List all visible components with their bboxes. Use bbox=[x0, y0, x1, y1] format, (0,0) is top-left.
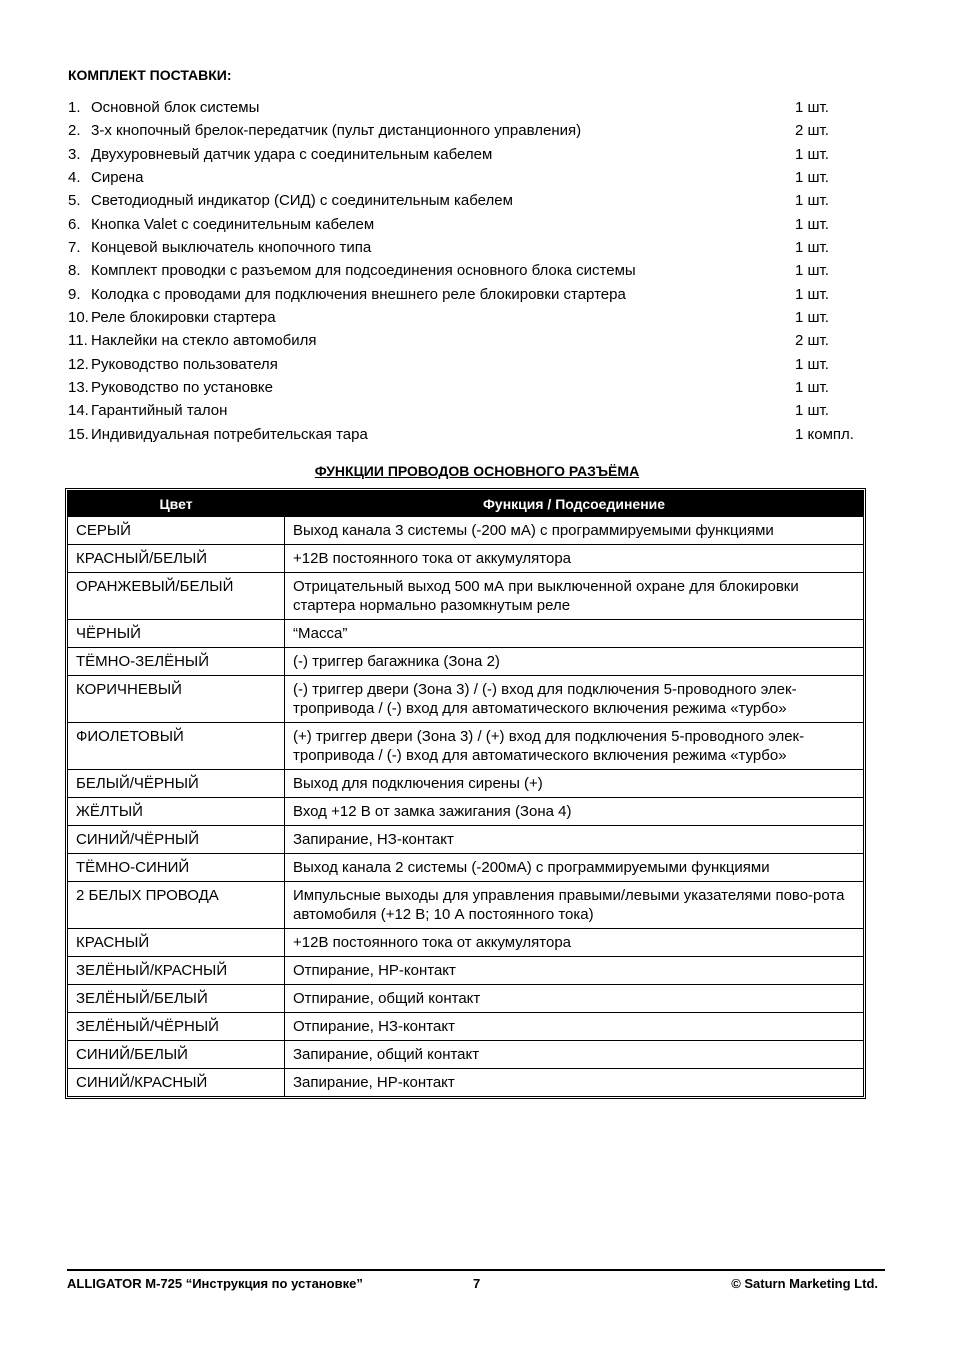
list-item-text: Двухуровневый датчик удара с соединительным кабелем bbox=[91, 145, 493, 163]
footer-copyright: © Saturn Marketing Ltd. bbox=[731, 1276, 878, 1291]
wire-function-cell: Запирание, НР-контакт bbox=[285, 1069, 864, 1097]
list-item-quantity: 1 шт. bbox=[795, 192, 829, 210]
column-header-color: Цвет bbox=[68, 491, 285, 517]
list-item-number: 2. bbox=[68, 122, 81, 140]
wire-color-cell: СЕРЫЙ bbox=[68, 517, 285, 545]
list-item-number: 7. bbox=[68, 239, 81, 257]
list-item-number: 11. bbox=[68, 332, 88, 350]
list-item-number: 9. bbox=[68, 285, 81, 303]
wire-color-cell: ТЁМНО-ЗЕЛЁНЫЙ bbox=[68, 648, 285, 676]
kit-section-title: КОМПЛЕКТ ПОСТАВКИ: bbox=[68, 67, 232, 83]
wire-color-cell: КРАСНЫЙ/БЕЛЫЙ bbox=[68, 545, 285, 573]
list-item bbox=[68, 213, 868, 236]
table-row bbox=[68, 723, 864, 770]
list-item bbox=[68, 353, 868, 376]
wire-color-cell: ТЁМНО-СИНИЙ bbox=[68, 854, 285, 882]
list-item bbox=[68, 329, 868, 352]
list-item bbox=[68, 236, 868, 259]
table-row bbox=[68, 854, 864, 882]
list-item bbox=[68, 306, 868, 329]
list-item-text: 3-х кнопочный брелок-передатчик (пульт дистанционного управления) bbox=[91, 122, 582, 140]
wire-color-cell: СИНИЙ/БЕЛЫЙ bbox=[68, 1041, 285, 1069]
page-number: 7 bbox=[473, 1276, 481, 1291]
list-item-quantity: 2 шт. bbox=[795, 332, 829, 350]
list-item-quantity: 1 шт. bbox=[795, 402, 829, 420]
wire-function-cell: Отрицательный выход 500 мА при выключенной охране для блокировки стартера нормально разомкнутым реле bbox=[285, 573, 864, 620]
list-item-quantity: 1 шт. bbox=[795, 355, 829, 373]
list-item bbox=[68, 143, 868, 166]
table-row bbox=[68, 985, 864, 1013]
list-item-text: Кнопка Valet с соединительным кабелем bbox=[91, 215, 375, 233]
list-item-quantity: 1 шт. bbox=[795, 215, 829, 233]
wire-color-cell: ЧЁРНЫЙ bbox=[68, 620, 285, 648]
wire-color-cell: БЕЛЫЙ/ЧЁРНЫЙ bbox=[68, 770, 285, 798]
wire-function-cell: Выход для подключения сирены (+) bbox=[285, 770, 864, 798]
wire-function-cell: Отпирание, НЗ-контакт bbox=[285, 1013, 864, 1041]
list-item-number: 5. bbox=[68, 192, 81, 210]
list-item-text: Комплект проводки с разъемом для подсоединения основного блока системы bbox=[91, 262, 636, 280]
list-item bbox=[68, 283, 868, 306]
table-row bbox=[68, 957, 864, 985]
list-item-text: Основной блок системы bbox=[91, 99, 260, 116]
list-item-quantity: 1 шт. bbox=[795, 169, 829, 187]
list-item bbox=[68, 119, 868, 142]
table-row bbox=[68, 929, 864, 957]
list-item-text: Реле блокировки стартера bbox=[91, 309, 276, 327]
table-row bbox=[68, 770, 864, 798]
list-item-text: Индивидуальная потребительская тара bbox=[91, 425, 368, 443]
wire-function-cell: +12В постоянного тока от аккумулятора bbox=[285, 545, 864, 573]
list-item-number: 14. bbox=[68, 402, 89, 420]
list-item-text: Сирена bbox=[91, 169, 144, 187]
list-item-quantity: 1 шт. bbox=[795, 262, 829, 280]
table-row bbox=[68, 545, 864, 573]
list-item-number: 8. bbox=[68, 262, 81, 280]
table-row bbox=[68, 676, 864, 723]
wire-function-cell: +12В постоянного тока от аккумулятора bbox=[285, 929, 864, 957]
table-row bbox=[68, 1041, 864, 1069]
table-row bbox=[68, 620, 864, 648]
kit-list bbox=[68, 96, 868, 446]
list-item bbox=[68, 376, 868, 399]
list-item-text: Светодиодный индикатор (СИД) с соединительным кабелем bbox=[91, 192, 513, 210]
wire-functions-table bbox=[67, 490, 864, 1097]
list-item-quantity: 1 шт. bbox=[795, 145, 829, 163]
list-item-number: 12. bbox=[68, 355, 89, 373]
wire-color-cell: ЗЕЛЁНЫЙ/БЕЛЫЙ bbox=[68, 985, 285, 1013]
table-row bbox=[68, 798, 864, 826]
list-item-quantity: 1 шт. bbox=[795, 239, 829, 257]
table-row bbox=[68, 573, 864, 620]
wire-function-cell: (-) триггер двери (Зона 3) / (-) вход для подключения 5-проводного элек-тропривода / (-) вход для автоматического включения режима «турбо» bbox=[285, 676, 864, 723]
wire-color-cell: КОРИЧНЕВЫЙ bbox=[68, 676, 285, 723]
wire-color-cell: ЗЕЛЁНЫЙ/КРАСНЫЙ bbox=[68, 957, 285, 985]
list-item-quantity: 1 шт. bbox=[795, 99, 829, 116]
list-item-text: Гарантийный талон bbox=[91, 402, 228, 420]
list-item-number: 13. bbox=[68, 379, 89, 397]
table-row bbox=[68, 1013, 864, 1041]
wire-function-cell: “Масса” bbox=[285, 620, 864, 648]
list-item-text: Руководство пользователя bbox=[91, 355, 278, 373]
wire-color-cell: ЖЁЛТЫЙ bbox=[68, 798, 285, 826]
list-item bbox=[68, 96, 868, 119]
table-row bbox=[68, 882, 864, 929]
table-row bbox=[68, 517, 864, 545]
wire-function-cell: Импульсные выходы для управления правыми/левыми указателями пово-рота автомобиля (+12 В; 10 А постоянного тока) bbox=[285, 882, 864, 929]
table-header-row bbox=[68, 491, 864, 517]
list-item-number: 4. bbox=[68, 169, 81, 187]
list-item-text: Колодка с проводами для подключения внешнего реле блокировки стартера bbox=[91, 285, 626, 303]
footer-document-title: ALLIGATOR M-725 “Инструкция по установке” bbox=[67, 1276, 363, 1291]
wire-color-cell: 2 БЕЛЫХ ПРОВОДА bbox=[68, 882, 285, 929]
table-row bbox=[68, 1069, 864, 1097]
list-item-number: 6. bbox=[68, 215, 81, 233]
list-item-number: 3. bbox=[68, 145, 81, 163]
wire-color-cell: ФИОЛЕТОВЫЙ bbox=[68, 723, 285, 770]
wire-color-cell: ЗЕЛЁНЫЙ/ЧЁРНЫЙ bbox=[68, 1013, 285, 1041]
wire-function-cell: Запирание, общий контакт bbox=[285, 1041, 864, 1069]
table-row bbox=[68, 826, 864, 854]
wire-color-cell: СИНИЙ/КРАСНЫЙ bbox=[68, 1069, 285, 1097]
list-item bbox=[68, 423, 868, 446]
wire-color-cell: СИНИЙ/ЧЁРНЫЙ bbox=[68, 826, 285, 854]
column-header-function: Функция / Подсоединение bbox=[285, 491, 864, 517]
wire-color-cell: КРАСНЫЙ bbox=[68, 929, 285, 957]
wire-function-cell: (+) триггер двери (Зона 3) / (+) вход для подключения 5-проводного элек-тропривода / (-) вход для автоматического включения режима «турбо» bbox=[285, 723, 864, 770]
list-item bbox=[68, 399, 868, 422]
wire-function-cell: Выход канала 2 системы (-200мА) с программируемыми функциями bbox=[285, 854, 864, 882]
footer-divider bbox=[67, 1269, 885, 1271]
list-item-text: Руководство по установке bbox=[91, 379, 273, 397]
list-item-text: Наклейки на стекло автомобиля bbox=[91, 332, 317, 350]
list-item-number: 10. bbox=[68, 309, 89, 327]
list-item-quantity: 1 шт. bbox=[795, 309, 829, 327]
list-item-number: 1. bbox=[68, 99, 81, 116]
wire-color-cell: ОРАНЖЕВЫЙ/БЕЛЫЙ bbox=[68, 573, 285, 620]
wire-function-cell: Выход канала 3 системы (-200 мА) с программируемыми функциями bbox=[285, 517, 864, 545]
table-row bbox=[68, 648, 864, 676]
list-item-number: 15. bbox=[68, 425, 89, 443]
wires-section-title: ФУНКЦИИ ПРОВОДОВ ОСНОВНОГО РАЗЪЁМА bbox=[314, 463, 640, 479]
wire-function-cell: (-) триггер багажника (Зона 2) bbox=[285, 648, 864, 676]
wire-function-cell: Отпирание, НР-контакт bbox=[285, 957, 864, 985]
list-item-quantity: 1 шт. bbox=[795, 285, 829, 303]
list-item-quantity: 1 шт. bbox=[795, 379, 829, 397]
list-item bbox=[68, 189, 868, 212]
wire-function-cell: Отпирание, общий контакт bbox=[285, 985, 864, 1013]
wire-function-cell: Запирание, НЗ-контакт bbox=[285, 826, 864, 854]
list-item bbox=[68, 166, 868, 189]
list-item bbox=[68, 259, 868, 282]
list-item-quantity: 2 шт. bbox=[795, 122, 829, 140]
list-item-text: Концевой выключатель кнопочного типа bbox=[91, 239, 372, 257]
wire-function-cell: Вход +12 В от замка зажигания (Зона 4) bbox=[285, 798, 864, 826]
list-item-quantity: 1 компл. bbox=[795, 425, 854, 443]
